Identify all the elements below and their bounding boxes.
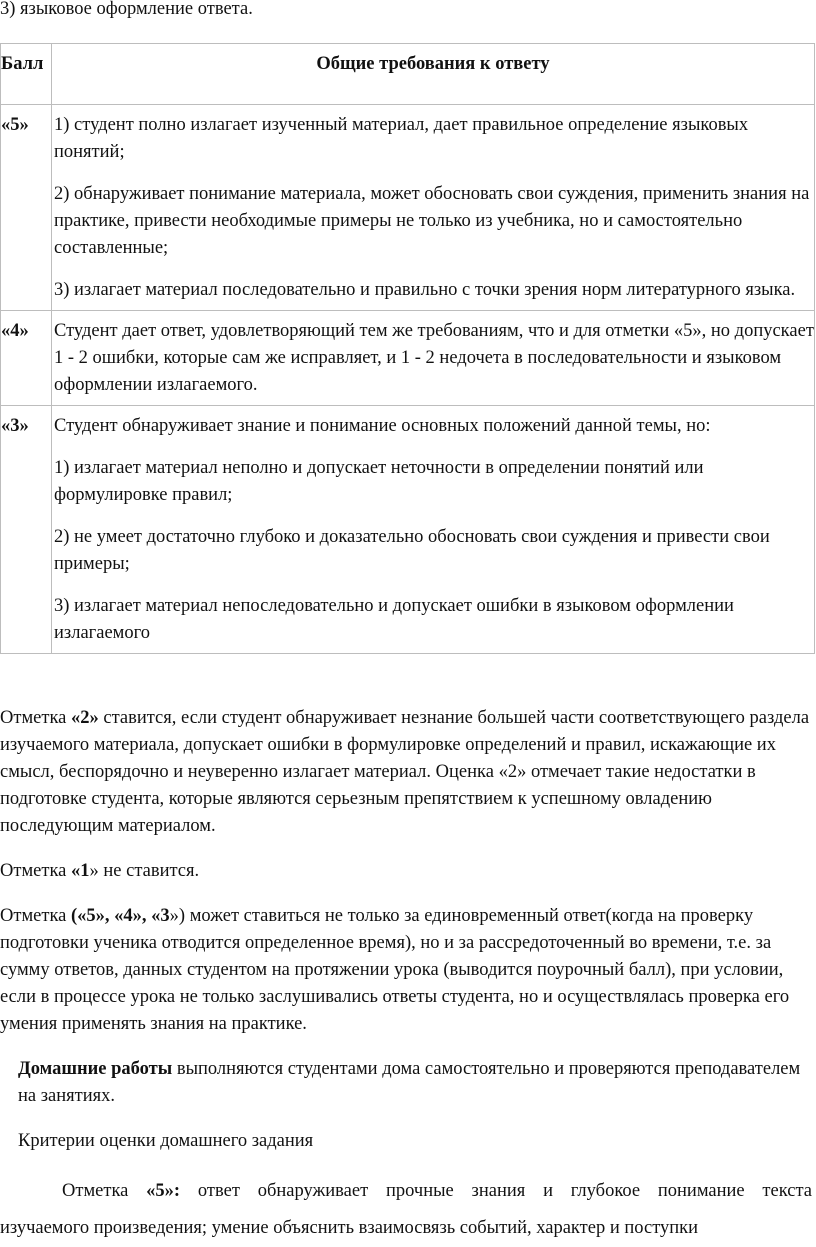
mark-1-paragraph — [0, 858, 812, 885]
mark-prefix: Отметка — [0, 861, 71, 881]
header-score: Балл — [1, 44, 52, 105]
mark-prefix: Отметка — [62, 1181, 147, 1201]
requirement-paragraph: 3) излагает материал непоследовательно и допускает ошибки в языковом оформлении излагаемого — [54, 596, 734, 643]
mark-value: «1 — [71, 861, 90, 881]
homework-heading: Домашние работы — [18, 1059, 173, 1079]
score-cell: «5» — [1, 105, 52, 311]
requirements-cell — [52, 406, 815, 654]
table-row — [1, 105, 815, 311]
grading-table — [0, 43, 815, 654]
score-cell: «4» — [1, 311, 52, 406]
mark-text: ставится, если студент обнаруживает незнание большей части соответствующего раздела изучаемого материала, допускает ошибки в формулировке определений и правил, искажающие их смысл, беспорядочно и неуверенно излагает материал. Оценка «2» отмечает такие недостатки в подготовке студента, которые являются серьезным препятствием к успешному овладению последующим материалом. — [0, 708, 810, 836]
requirement-paragraph: 1) студент полно излагает изученный материал, дает правильное определение языковых понятий; — [54, 115, 749, 162]
requirement-paragraph: 1) излагает материал неполно и допускает неточности в определении понятий или формулировке правил; — [54, 458, 704, 505]
criteria-title: Критерии оценки домашнего задания — [18, 1131, 314, 1151]
mark-text: » не ставится. — [89, 861, 200, 881]
requirement-paragraph: 2) не умеет достаточно глубоко и доказательно обосновать свои суждения и привести свои примеры; — [54, 527, 770, 574]
homework-paragraph — [0, 1056, 812, 1110]
body-text — [0, 705, 812, 1247]
requirements-cell — [52, 311, 815, 406]
requirement-paragraph: 2) обнаруживает понимание материала, может обосновать свои суждения, применить знания на практике, привести необходимые примеры не только из учебника, но и самостоятельно составленные; — [54, 184, 810, 258]
mark-value: «5»: — [146, 1181, 181, 1201]
mark-text: ответ обнаруживает прочные знания и глубокое понимание текста — [180, 1181, 812, 1201]
header-requirements: Общие требования к ответу — [52, 44, 815, 105]
mark-prefix: Отметка — [0, 708, 71, 728]
mark-value: «2» — [71, 708, 99, 728]
mark-2-paragraph — [0, 705, 812, 840]
table-header-row — [1, 44, 815, 105]
table-row — [1, 311, 815, 406]
mark-value: («5», «4», «3 — [71, 906, 170, 926]
table-row — [1, 406, 815, 654]
requirement-paragraph: 3) излагает материал последовательно и правильно с точки зрения норм литературного языка. — [54, 280, 796, 300]
score-cell: «3» — [1, 406, 52, 654]
requirement-paragraph: Студент дает ответ, удовлетворяющий тем же требованиям, что и для отметки «5», но допускает 1 - 2 ошибки, которые сам же исправляет, и 1 - 2 недочета в последовательности и языковом оформлении излагаемого. — [54, 321, 814, 395]
requirements-cell — [52, 105, 815, 311]
homework-mark-5-line — [0, 1173, 812, 1210]
homework-text: выполняются студентами дома самостоятельно и проверяются преподавателем на занятиях. — [18, 1059, 801, 1106]
homework-mark-5-continuation: изучаемого произведения; умение объяснить взаимосвязь событий, характер и поступки — [0, 1218, 699, 1238]
intro-line: 3) языковое оформление ответа. — [0, 0, 253, 19]
mark-combo-paragraph — [0, 903, 812, 1038]
mark-prefix: Отметка — [0, 906, 71, 926]
mark-text: ») может ставиться не только за единовременный ответ(когда на проверку подготовки ученика отводится определенное время), но и за рассредоточенный во времени, т.е. за сумму ответов, данных студентом на протяжении урока (выводится поурочный балл), при условии, если в процессе урока не только заслушивались ответы студента, но и осуществлялась проверка его умения применять знания на практике. — [0, 906, 790, 1034]
requirement-paragraph: Студент обнаруживает знание и понимание основных положений данной темы, но: — [54, 416, 711, 436]
